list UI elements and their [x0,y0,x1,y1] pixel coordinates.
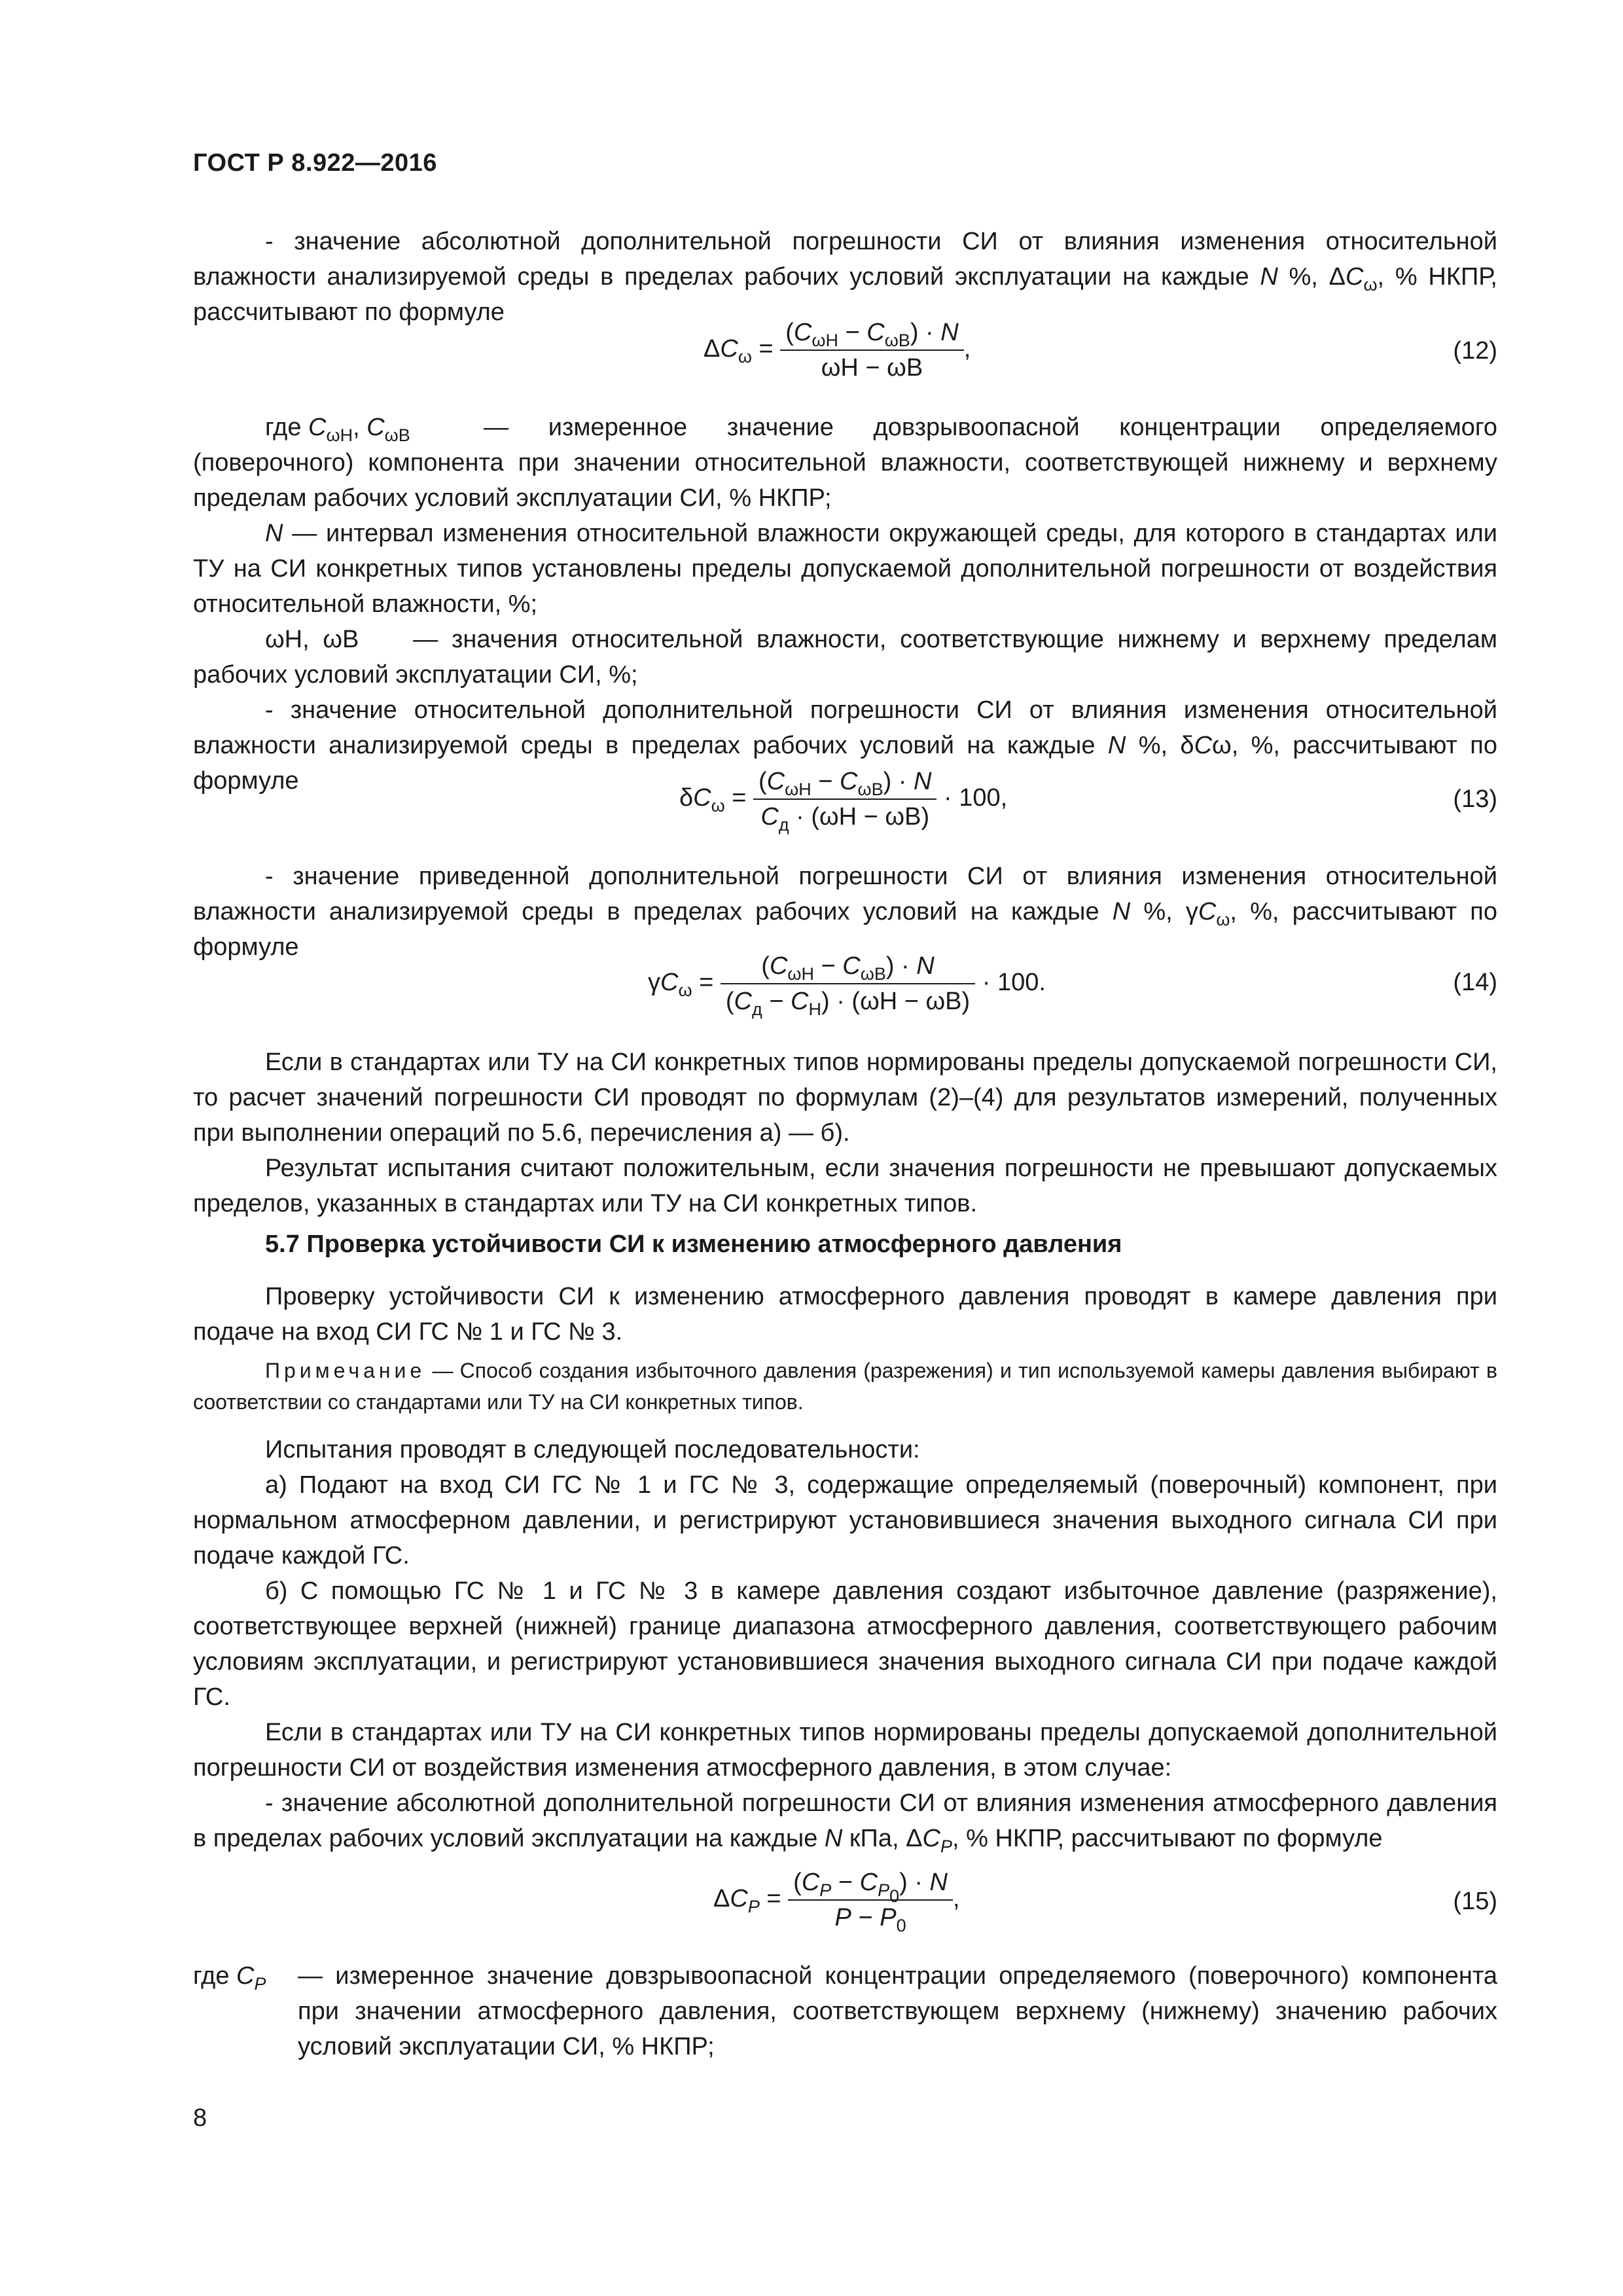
definition-term-cp: где $C_P$ [193,1962,266,1994]
equation-number-15: (15) [1453,1888,1497,1915]
note: Примечание — Способ создания избыточного давления (разрежения) и тип используемой камеры давления выбирают в соответствии со стандартами или ТУ на СИ конкретных типов. [193,1359,1498,1414]
equation-number-12: (12) [1453,337,1497,365]
paragraph-abs-humidity-error: - значение абсолютной дополнительной погрешности СИ от влияния изменения относительной влажности анализируемой среды в пределах рабочих условий эксплуатации на каждые N %, $\Delta C_\omega$, % НКПР, рассчитывают по формуле [193,228,1497,326]
equation-number-13: (13) [1453,785,1497,813]
paragraph-abs-pressure-error: - значение абсолютной дополнительной погрешности СИ от влияния изменения атмосферного давления в пределах рабочих условий эксплуатации на каждые N кПа, $\Delta C_P$, % НКПР, рассчитывают по формуле [193,1789,1497,1856]
page-number: 8 [193,2104,207,2132]
paragraph-error-calculation: Если в стандартах или ТУ на СИ конкретных типов нормированы пределы допускаемой погрешности СИ, то расчет значений погрешности СИ проводят по формулам (2)–(4) для результатов измерений, полученных при выполнении операций по 5.6, перечисления а) — б). [193,1049,1497,1147]
formula-14: $\gamma C_\omega$ = $\frac{(C_{\omega Н} - C_{\omega В}) \cdot N}{(C_д - C_Н) \cdot (\omega Н - \omega В)}$ · 100. [648,949,1046,1018]
section-heading-5-7: 5.7 Проверка устойчивости СИ к изменению атмосферного давления [265,1230,1122,1258]
definition-term-c-omega: где $C_{\omega Н}$, $C_{\omega В}$ [265,414,410,445]
definition-n: N — интервал изменения относительной влажности окружающей среды, для которого в стандартах или ТУ на СИ конкретных типов установлены пределы допускаемой дополнительной погрешности от воздействия относительной влажности, %; [193,520,1497,618]
document-header: ГОСТ Р 8.922—2016 [193,149,437,177]
formula-12: $\Delta C_\omega$ = $\frac{(C_{\omega Н} - C_{\omega В}) \cdot N}{\omega Н - \omega В}$ , [704,315,971,385]
paragraph-step-b: б) С помощью ГС № 1 и ГС № 3 в камере давления создают избыточное давление (разряжение), соответствующее верхней (нижней) границе диапазона атмосферного давления, соответствующего рабочим условиям эксплуатации, и регистрируют установившиеся значения выходного сигнала СИ при подаче каждой ГС. [193,1577,1497,1711]
paragraph-pressure-check: Проверку устойчивости СИ к изменению атмосферного давления проводят в камере давления при подаче на вход СИ ГС № 1 и ГС № 3. [193,1283,1497,1346]
definition-cp: — измеренное значение довзрывоопасной концентрации определяемого (поверочного) компонента при значении атмосферного давления, соответствующем верхнему (нижнему) значению рабочих условий эксплуатации СИ, % НКПР; [298,1962,1497,2060]
definition-c-omega: — измеренное значение довзрывоопасной концентрации определяемого (поверочного) компонента при значении относительной влажности, соответствующей нижнему и верхнему пределам рабочих условий эксплуатации СИ, % НКПР; [193,414,1497,512]
paragraph-reduced-humidity-error: - значение приведенной дополнительной погрешности СИ от влияния изменения относительной влажности анализируемой среды в пределах рабочих условий на каждые N %, $\gamma C_\omega$, %, рассчитывают по формуле [193,863,1497,961]
paragraph-rel-humidity-error: - значение относительной дополнительной погрешности СИ от влияния изменения относительной влажности анализируемой среды в пределах рабочих условий на каждые N %, δCω, %, рассчитывают по формуле [193,696,1497,795]
paragraph-pressure-limits: Если в стандартах или ТУ на СИ конкретных типов нормированы пределы допускаемой дополнительной погрешности СИ от воздействия изменения атмосферного давления, в этом случае: [193,1719,1497,1782]
equation-number-14: (14) [1453,969,1497,996]
definition-omega: ωН, ωВ — значения относительной влажности, соответствующие нижнему и верхнему пределам рабочих условий эксплуатации СИ, %; [193,626,1497,689]
formula-13: $\delta C_\omega$ = $\frac{(C_{\omega Н} - C_{\omega В}) \cdot N}{C_д \cdot (\omega Н - \omega В)}$ · 100, [679,764,1007,834]
paragraph-test-result: Результат испытания считают положительным, если значения погрешности не превышают допускаемых пределов, указанных в стандартах или ТУ на СИ конкретных типов. [193,1155,1497,1217]
formula-15: $\Delta C_P$ = $\frac{(C_P - C_{P_0}) \cdot N}{P - P_0}$ , [713,1865,960,1935]
paragraph-step-a: а) Подают на вход СИ ГС № 1 и ГС № 3, содержащие определяемый (поверочный) компонент, при нормальном атмосферном давлении, и регистрируют установившиеся значения выходного сигнала СИ при подаче каждой ГС. [193,1471,1497,1570]
paragraph-sequence: Испытания проводят в следующей последовательности: [265,1436,920,1463]
